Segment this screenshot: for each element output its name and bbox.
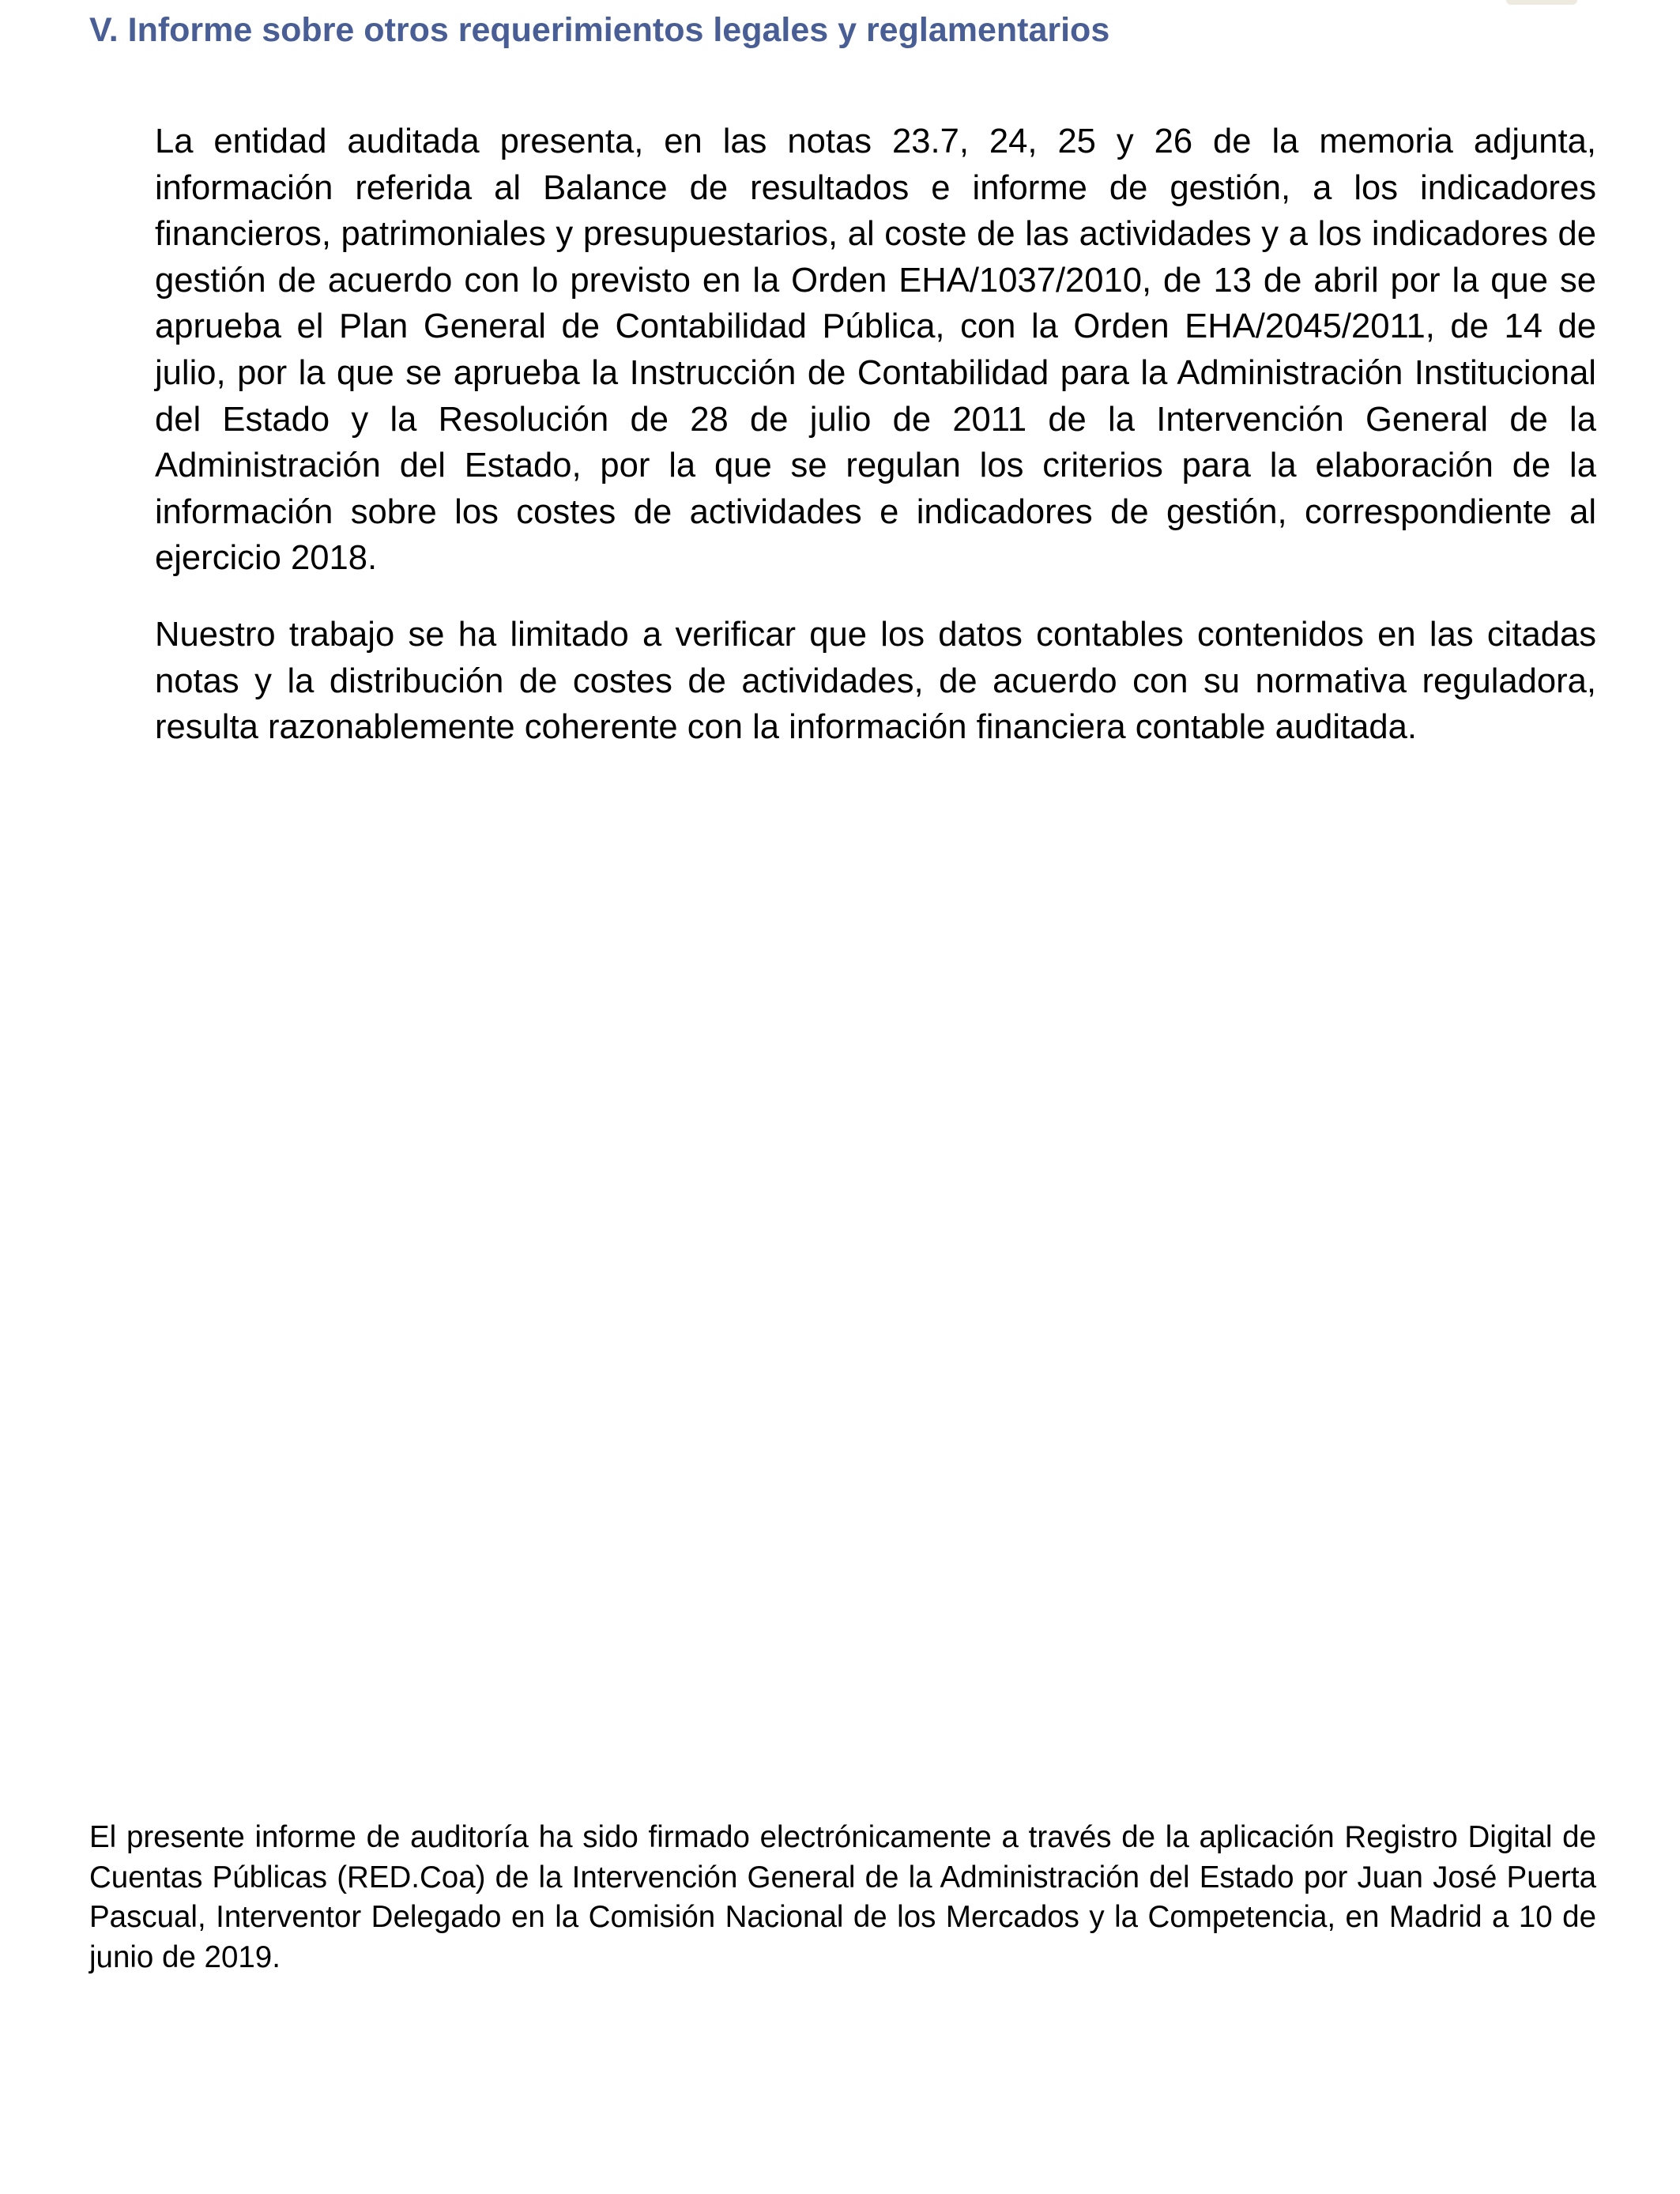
report-body (155, 119, 1596, 751)
signature-statement: El presente informe de auditoría ha sido firmado electrónicamente a través de la aplicación Registro Digital de Cuentas Públicas (RED.Coa) de la Intervención General de la Administración del Estado por Juan José Puerta Pascual, Interventor Delegado en la Comisión Nacional de los Mercados y la Competencia, en Madrid a 10 de junio de 2019. (89, 1820, 1596, 1974)
paragraph-scope-of-work: Nuestro trabajo se ha limitado a verificar que los datos contables contenidos en las citadas notas y la distribución de costes de actividades, de acuerdo con su normativa reguladora, resulta razonablemente coherente con la información financiera contable auditada. (155, 615, 1596, 747)
paragraph-information-notes: La entidad auditada presenta, en las notas 23.7, 24, 25 y 26 de la memoria adjunta, información referida al Balance de resultados e informe de gestión, a los indicadores financieros, patrimoniales y presupuestarios, al coste de las actividades y a los indicadores de gestión de acuerdo con lo previsto en la Orden EHA/1037/2010, de 13 de abril por la que se aprueba el Plan General de Contabilidad Pública, con la Orden EHA/2045/2011, de 14 de julio, por la que se aprueba la Instrucción de Contabilidad para la Administración Institucional del Estado y la Resolución de 28 de julio de 2011 de la Intervención General de la Administración del Estado, por la que se regulan los criterios para la elaboración de la información sobre los costes de actividades e indicadores de gestión, correspondiente al ejercicio 2018. (155, 123, 1596, 578)
corner-decoration (1506, 0, 1577, 5)
section-heading: V. Informe sobre otros requerimientos legales y reglamentarios (89, 11, 1110, 49)
